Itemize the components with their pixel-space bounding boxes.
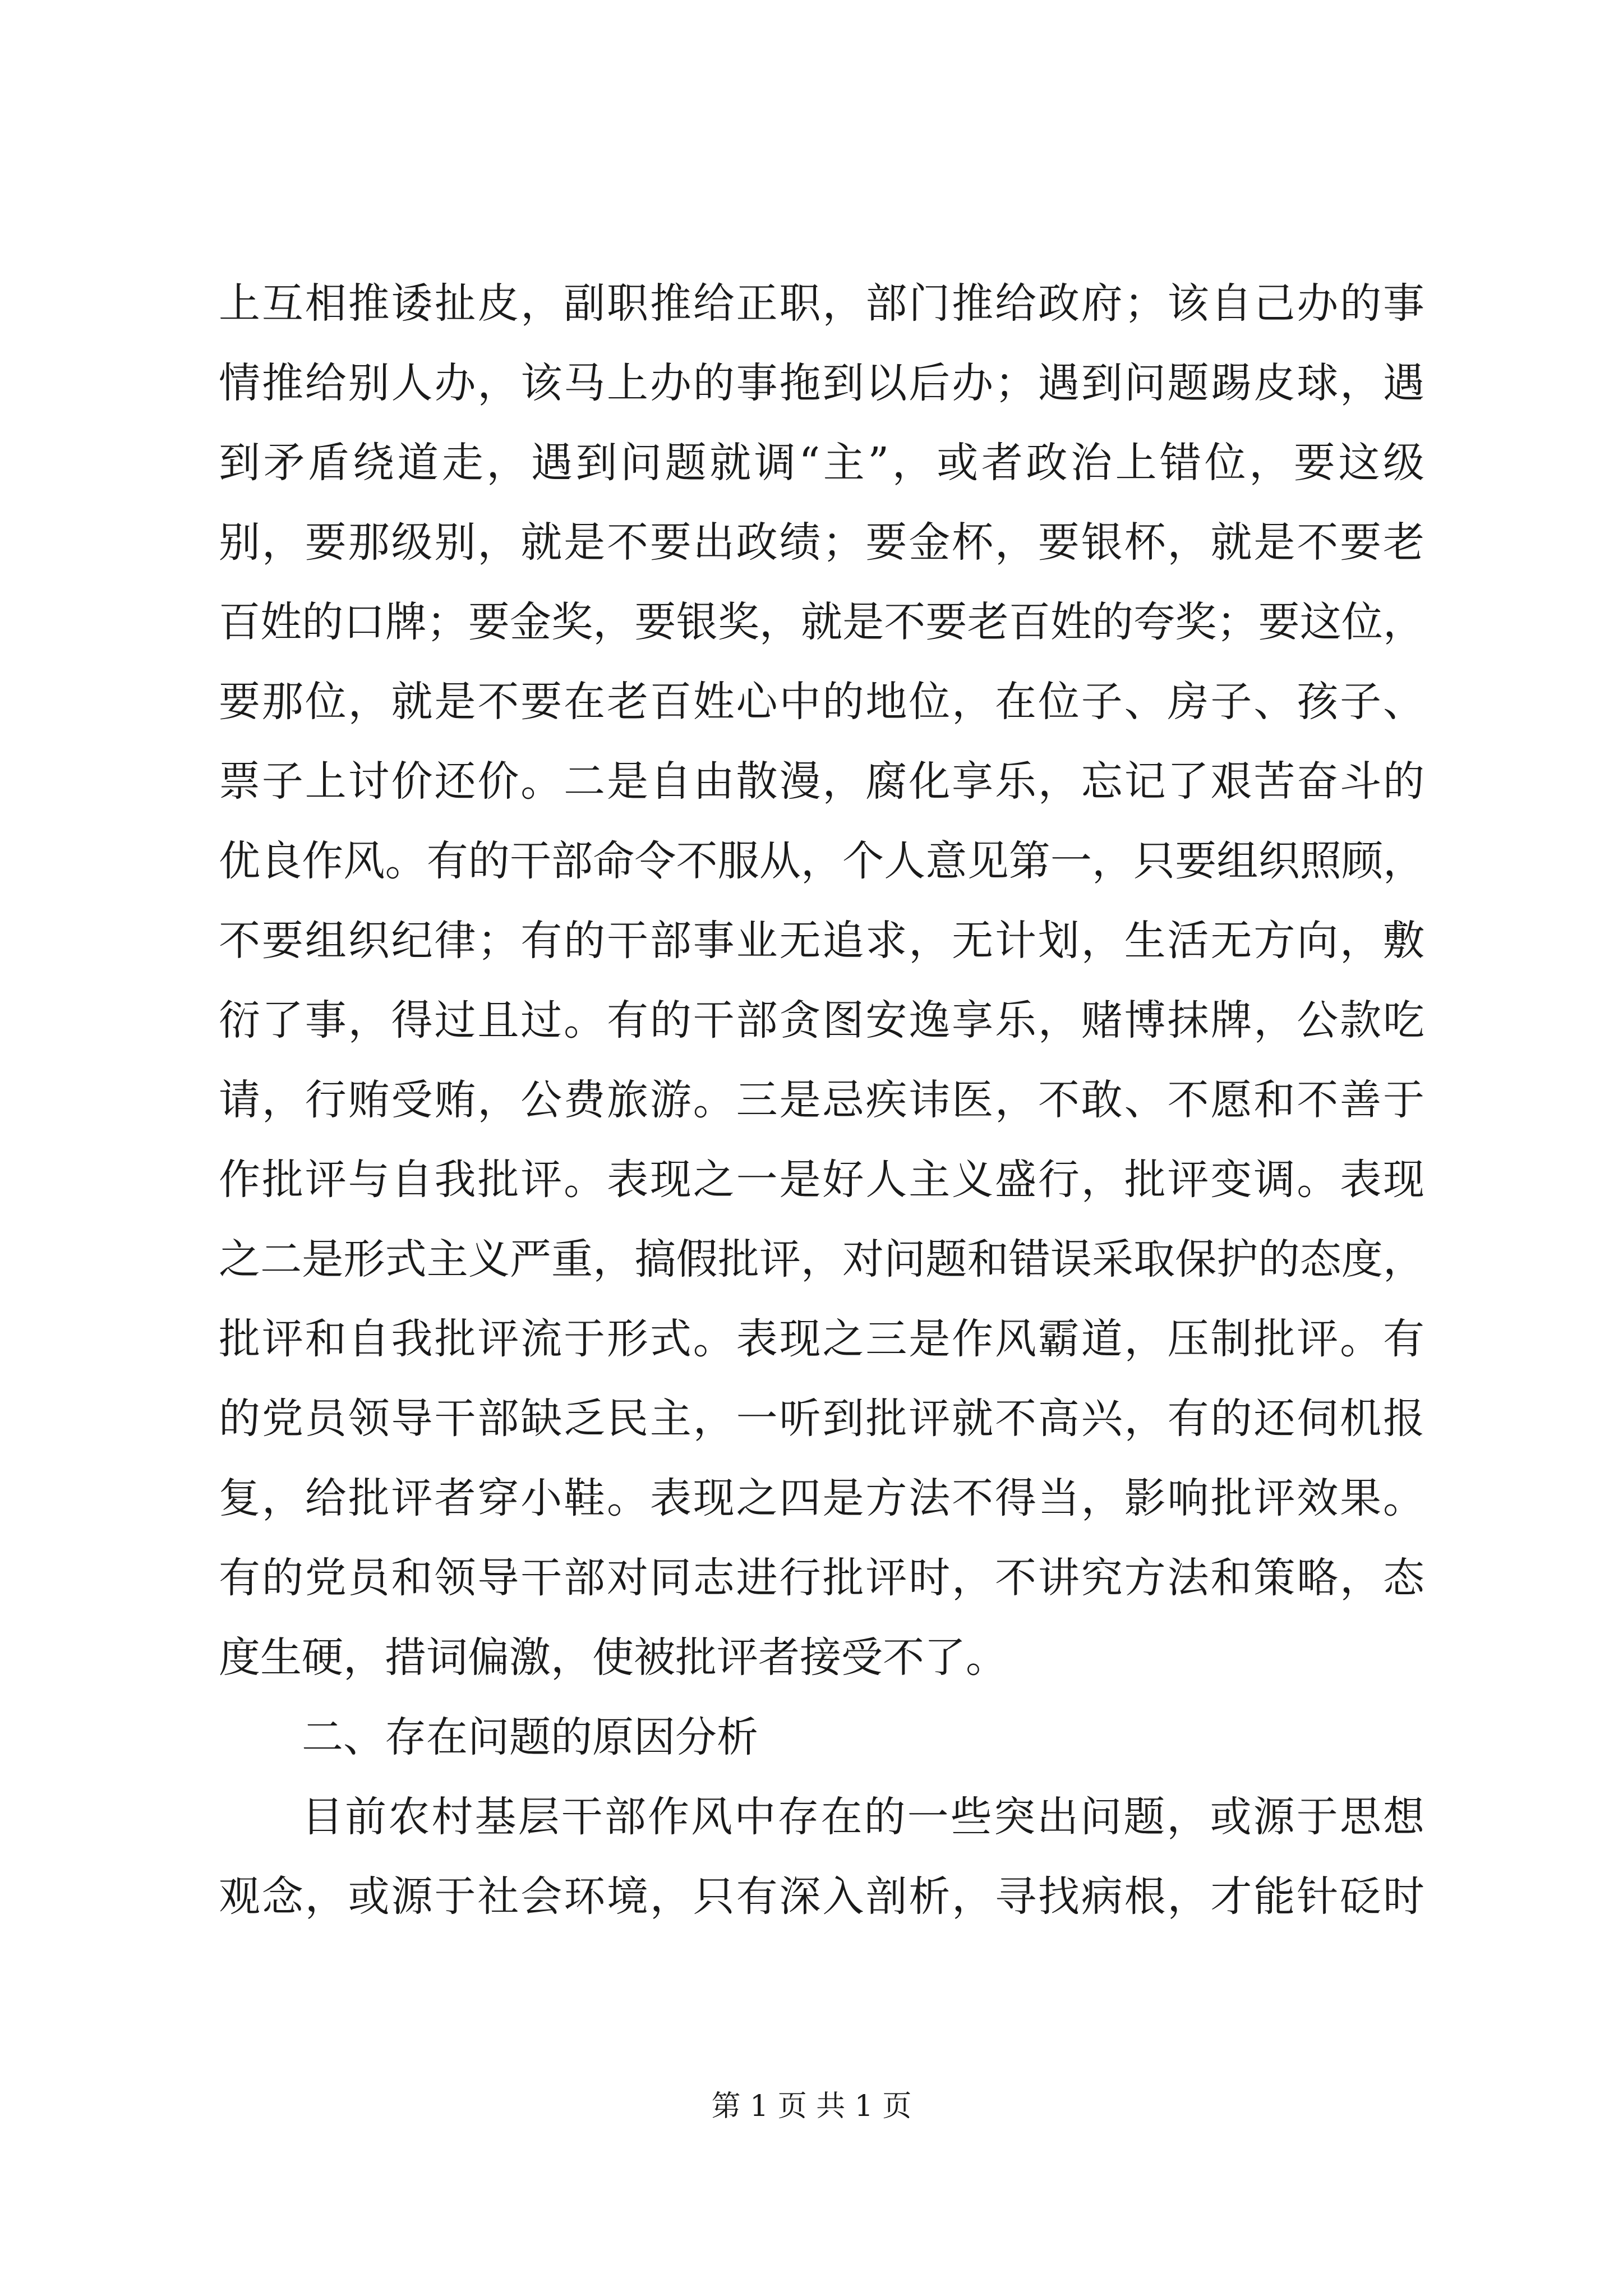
text-line: 要那位，就是不要在老百姓心中的地位，在位子、房子、孩子、 (219, 678, 1424, 726)
text-line: 衍了事，得过且过。有的干部贪图安逸享乐，赌博抹牌，公款吃 (219, 996, 1424, 1045)
page-footer (0, 2087, 1623, 2126)
text-line: 到矛盾绕道走，遇到问题就调“主”，或者政治上错位，要这级 (219, 439, 1424, 487)
text-line: 票子上讨价还价。二是自由散漫，腐化享乐，忘记了艰苦奋斗的 (219, 757, 1424, 806)
text-line: 别，要那级别，就是不要出政绩；要金杯，要银杯，就是不要老 (219, 518, 1424, 567)
page-number: 第 1 页 共 1 页 (711, 2090, 912, 2123)
text-line: 观念，或源于社会环境，只有深入剖析，寻找病根，才能针砭时 (219, 1872, 1424, 1921)
text-line: 批评和自我批评流于形式。表现之三是作风霸道，压制批评。有 (219, 1315, 1424, 1363)
text-line: 之二是形式主义严重，搞假批评，对问题和错误采取保护的态度， (219, 1235, 1424, 1283)
text-line: 的党员领导干部缺乏民主，一听到批评就不高兴，有的还伺机报 (219, 1395, 1424, 1443)
text-line: 情推给别人办，该马上办的事拖到以后办；遇到问题踢皮球，遇 (219, 359, 1424, 407)
text-line: 请，行贿受贿，公费旅游。三是忌疾讳医，不敢、不愿和不善于 (219, 1076, 1424, 1124)
text-line: 作批评与自我批评。表现之一是好人主义盛行，批评变调。表现 (219, 1156, 1424, 1204)
text-line: 度生硬，措词偏激，使被批评者接受不了。 (219, 1634, 1007, 1682)
text-line: 目前农村基层干部作风中存在的一些突出问题，或源于思想 (302, 1793, 1424, 1841)
text-line: 有的党员和领导干部对同志进行批评时，不讲究方法和策略，态 (219, 1554, 1424, 1602)
text-line: 不要组织纪律；有的干部事业无追求，无计划，生活无方向，敷 (219, 917, 1424, 965)
text-line: 上互相推诿扯皮，副职推给正职，部门推给政府；该自己办的事 (219, 279, 1424, 328)
text-line: 百姓的口牌；要金奖，要银奖，就是不要老百姓的夸奖；要这位， (219, 598, 1424, 646)
text-line: 复，给批评者穿小鞋。表现之四是方法不得当，影响批评效果。 (219, 1474, 1424, 1522)
section-heading: 二、存在问题的原因分析 (302, 1713, 758, 1761)
text-line: 优良作风。有的干部命令不服从，个人意见第一，只要组织照顾， (219, 837, 1424, 885)
body-text (219, 264, 1424, 1936)
